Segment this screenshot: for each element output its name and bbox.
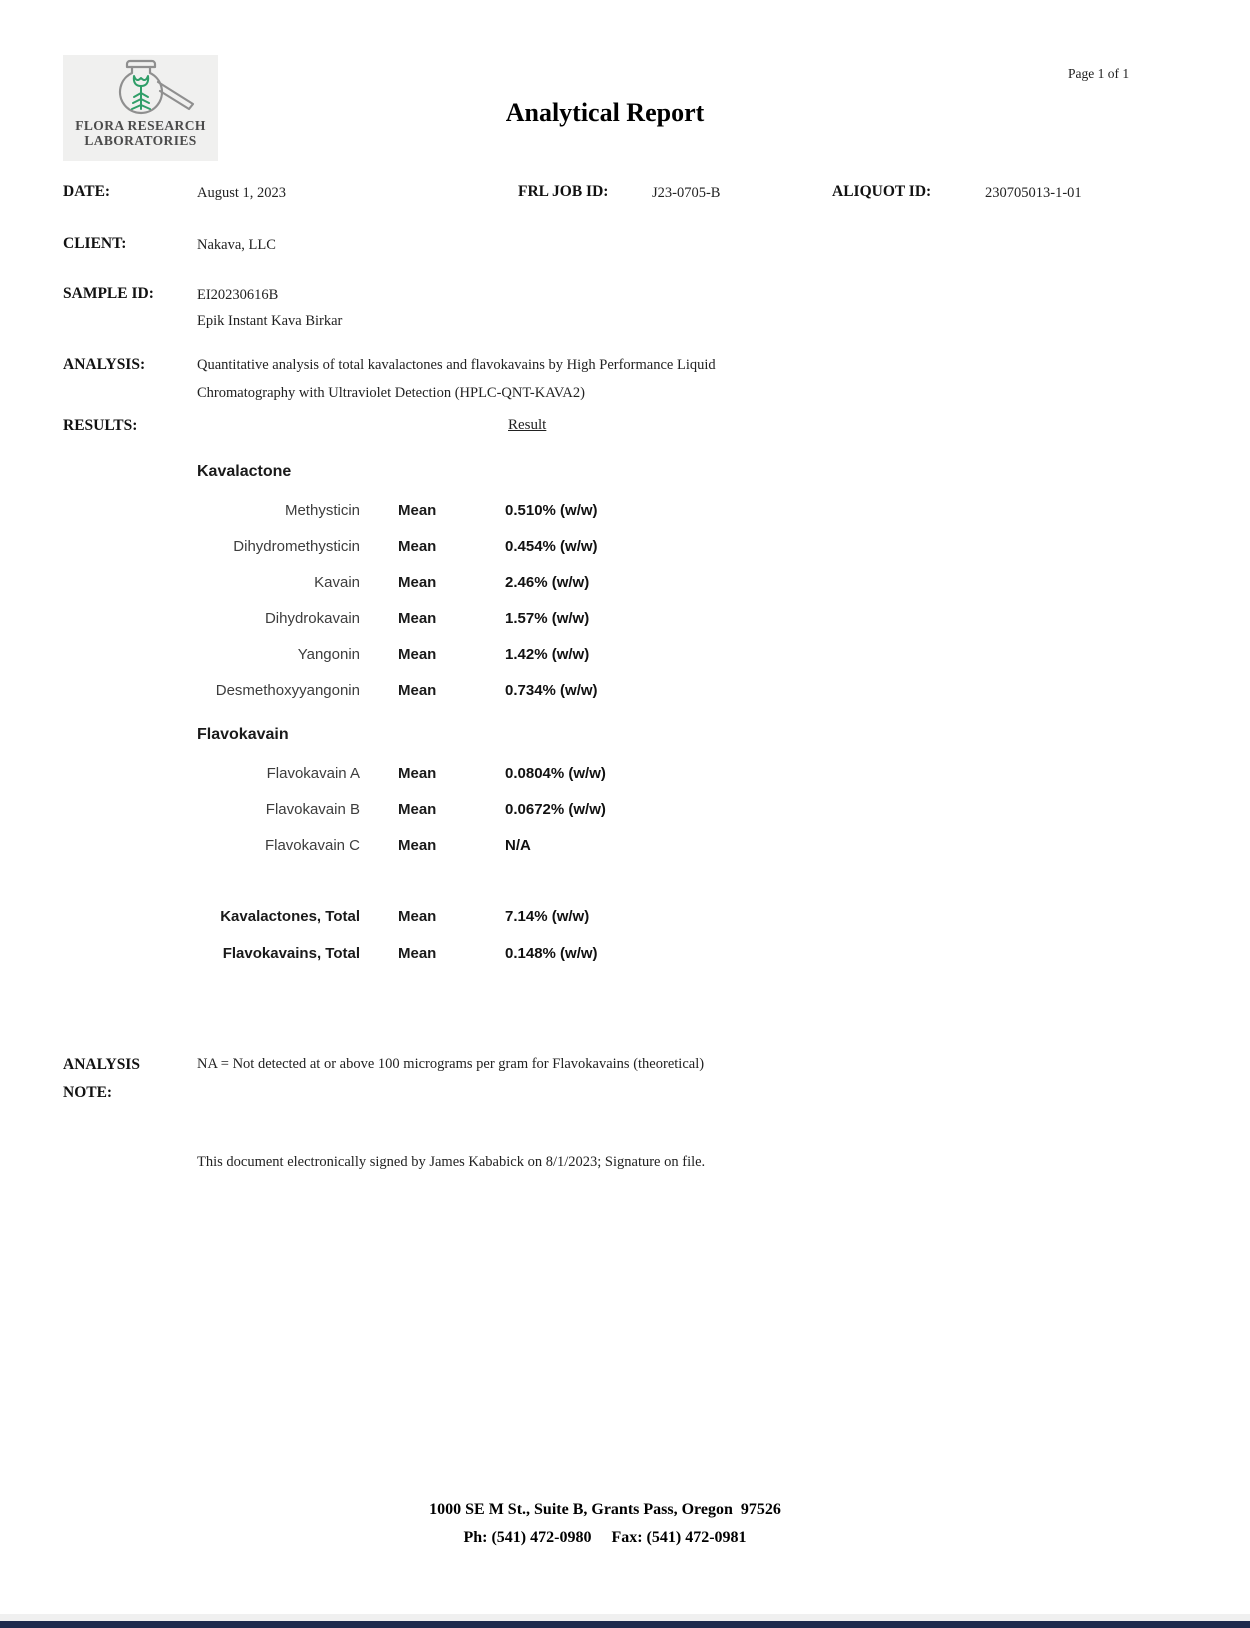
table-row	[63, 537, 963, 557]
aliquot-id-label: ALIQUOT ID:	[832, 183, 932, 200]
analysis-note-label	[63, 1051, 140, 1107]
footer-phone-fax: Ph: (541) 472-0980 Fax: (541) 472-0981	[463, 1529, 747, 1546]
logo-text-line2: LABORATORIES	[84, 133, 197, 149]
analyte-name: Dihydromethysticin	[233, 538, 360, 555]
result-value: 1.42% (w/w)	[505, 646, 590, 663]
total-value: 7.14% (w/w)	[505, 908, 590, 925]
analysis-label: ANALYSIS:	[63, 356, 146, 373]
result-value: N/A	[505, 837, 531, 854]
analysis-text-line1: Quantitative analysis of total kavalactones and flavokavains by High Performance Liquid	[197, 357, 716, 373]
stat-label: Mean	[398, 574, 437, 591]
result-value: 1.57% (w/w)	[505, 610, 590, 627]
analyte-name: Flavokavain A	[266, 765, 360, 782]
analysis-text-line2: Chromatography with Ultraviolet Detection (HPLC-QNT-KAVA2)	[197, 385, 585, 401]
table-row	[63, 573, 963, 593]
stat-label: Mean	[398, 538, 437, 555]
table-row	[63, 609, 963, 629]
analyte-name: Methysticin	[284, 502, 360, 519]
section-header-flavokavain: Flavokavain	[197, 726, 289, 743]
result-value: 0.0804% (w/w)	[505, 765, 606, 782]
sample-id-label: SAMPLE ID:	[63, 285, 154, 302]
stat-label: Mean	[398, 801, 437, 818]
result-value: 2.46% (w/w)	[505, 574, 590, 591]
stat-label: Mean	[398, 765, 437, 782]
analyte-name: Yangonin	[297, 646, 360, 663]
table-row-total	[63, 944, 963, 964]
total-name: Kavalactones, Total	[220, 908, 360, 925]
table-row	[63, 681, 963, 701]
analysis-note-label-line1: ANALYSIS	[63, 1056, 140, 1073]
analyte-name: Flavokavain B	[265, 801, 360, 818]
footer-separator	[0, 1614, 1250, 1621]
stat-label: Mean	[398, 502, 437, 519]
stat-label: Mean	[398, 837, 437, 854]
table-row-total	[63, 907, 963, 927]
section-header-kavalactone: Kavalactone	[197, 463, 292, 480]
table-row	[63, 645, 963, 665]
table-row	[63, 501, 963, 521]
report-title: Analytical Report	[505, 98, 705, 127]
table-row	[63, 764, 963, 784]
result-value: 0.0672% (w/w)	[505, 801, 606, 818]
sample-id-value-line1: EI20230616B	[197, 287, 279, 303]
result-value: 0.510% (w/w)	[505, 502, 598, 519]
analyte-name: Kavain	[314, 574, 360, 591]
bottom-accent-bar	[0, 1621, 1250, 1628]
table-row	[63, 800, 963, 820]
total-name: Flavokavains, Total	[222, 945, 360, 962]
client-value: Nakava, LLC	[197, 237, 276, 253]
sample-id-value-line2: Epik Instant Kava Birkar	[197, 313, 343, 329]
stat-label: Mean	[398, 610, 437, 627]
total-value: 0.148% (w/w)	[505, 945, 598, 962]
frl-job-id-label: FRL JOB ID:	[518, 183, 609, 200]
logo-text-line1: FLORA RESEARCH	[75, 118, 206, 133]
result-value: 0.454% (w/w)	[505, 538, 598, 555]
stat-label: Mean	[398, 945, 437, 962]
analysis-note-text: NA = Not detected at or above 100 micrograms per gram for Flavokavains (theoretical)	[197, 1056, 705, 1072]
stat-label: Mean	[398, 682, 437, 699]
analysis-note-label-line2: NOTE:	[63, 1084, 113, 1101]
analyte-name: Flavokavain C	[264, 837, 360, 854]
stat-label: Mean	[398, 646, 437, 663]
electronic-signature-line: This document electronically signed by James Kababick on 8/1/2023; Signature on file.	[197, 1154, 706, 1170]
analyte-name: Desmethoxyyangonin	[215, 682, 360, 699]
footer-address: 1000 SE M St., Suite B, Grants Pass, Oregon 97526	[429, 1501, 781, 1518]
aliquot-id-value: 230705013-1-01	[985, 185, 1082, 201]
page-number: Page 1 of 1	[1068, 66, 1130, 81]
table-row	[63, 836, 963, 856]
result-column-header: Result	[508, 417, 547, 433]
analyte-name: Dihydrokavain	[264, 610, 360, 627]
result-value: 0.734% (w/w)	[505, 682, 598, 699]
date-value: August 1, 2023	[197, 185, 287, 201]
stat-label: Mean	[398, 908, 437, 925]
results-label: RESULTS:	[63, 417, 138, 434]
client-label: CLIENT:	[63, 235, 127, 252]
frl-job-id-value: J23-0705-B	[652, 185, 721, 201]
date-label: DATE:	[63, 183, 111, 200]
